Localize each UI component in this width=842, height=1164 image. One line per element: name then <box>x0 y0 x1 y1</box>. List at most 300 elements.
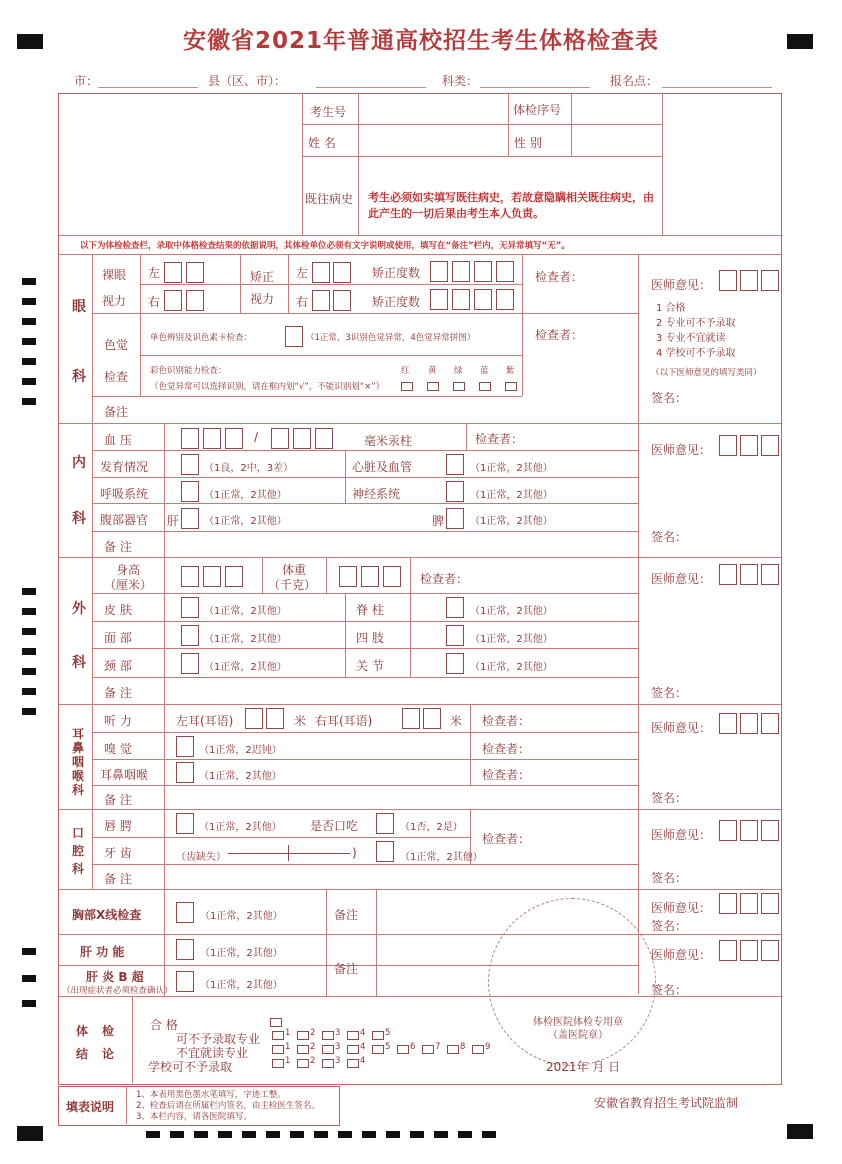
naked-left-box-2[interactable] <box>186 262 204 283</box>
left-ear-box-1[interactable] <box>245 708 263 729</box>
ent-remark-label: 备 注 <box>104 793 132 807</box>
teeth-line-mid <box>288 845 289 861</box>
smell-label: 嗅 觉 <box>104 742 132 756</box>
degree-label-right: 矫正度数 <box>372 295 421 309</box>
internal-remark-field[interactable] <box>166 533 636 555</box>
conclusion-box[interactable] <box>297 1059 309 1068</box>
stutter-opts: （1否，2是） <box>400 822 463 833</box>
ent-opinion-box-1[interactable] <box>719 713 737 734</box>
conclusion-section-1: 体 <box>76 1024 89 1038</box>
nerve-box[interactable] <box>446 481 464 502</box>
naked-label: 裸眼 <box>102 268 127 282</box>
timing-mark-bottom <box>338 1131 352 1138</box>
timing-mark-bottom <box>386 1131 400 1138</box>
ent-section-4: 喉 <box>72 769 85 783</box>
timing-mark <box>22 338 36 345</box>
timing-mark-bottom <box>218 1131 232 1138</box>
conclusion-box-number: 5 <box>385 1042 391 1052</box>
internal-opinion-box-3[interactable] <box>761 435 779 456</box>
timing-mark <box>22 668 36 675</box>
conclusion-box-number: 9 <box>485 1042 491 1052</box>
hearing-label: 听 力 <box>104 714 132 728</box>
lips-label: 唇 腭 <box>104 819 132 833</box>
limbs-label: 四 肢 <box>356 631 384 645</box>
ent-remark-field[interactable] <box>166 787 636 807</box>
conclusion-box[interactable] <box>372 1031 384 1040</box>
bp-sys-box-1[interactable] <box>181 428 199 449</box>
conclusion-date: 2021年 月 日 <box>546 1060 621 1074</box>
hepatitis-opts: （1正常，2其他） <box>200 980 283 991</box>
eye-remark-field[interactable] <box>142 398 520 421</box>
bp-sys-box-3[interactable] <box>225 428 243 449</box>
qualified-box[interactable] <box>270 1018 282 1027</box>
xray-doctor-sign: 签名： <box>651 919 688 933</box>
spine-label: 脊 柱 <box>356 603 384 617</box>
bp-dia-box-3[interactable] <box>315 428 333 449</box>
liver-func-box[interactable] <box>176 939 194 960</box>
conclusion-box[interactable] <box>422 1045 434 1054</box>
color-check-label: 检查 <box>104 370 129 384</box>
category-field[interactable] <box>480 87 590 88</box>
conclusion-box[interactable] <box>322 1045 334 1054</box>
internal-section-1: 内 <box>72 455 86 471</box>
heart-box[interactable] <box>446 454 464 475</box>
footer-org: 安徽省教育招生考试院监制 <box>594 1096 739 1110</box>
footer-note-1: 1、本表用黑色墨水笔填写，字迹工整。 <box>136 1090 286 1100</box>
degree-left-box-3[interactable] <box>474 261 492 282</box>
county-label: 县（区、市）： <box>208 74 287 88</box>
bp-unit: 毫米汞柱 <box>364 434 413 448</box>
face-label: 面 部 <box>104 631 132 645</box>
height-box-1[interactable] <box>181 566 199 587</box>
spleen-opts: （1正常，2其他） <box>470 516 553 527</box>
mouth-remark-label: 备 注 <box>104 872 132 886</box>
corrected-left-box-2[interactable] <box>333 262 351 283</box>
exam-no-field[interactable] <box>360 96 506 123</box>
serial-field[interactable] <box>573 96 661 123</box>
bp-sys-box-2[interactable] <box>203 428 221 449</box>
city-label: 市： <box>74 74 99 88</box>
left-ear-box-2[interactable] <box>266 708 284 729</box>
color-purple-box[interactable] <box>505 382 517 391</box>
color-sense-label: 色觉 <box>104 338 129 352</box>
color-note-2: 彩色识别能力检查： <box>150 366 227 376</box>
liver-box[interactable] <box>181 508 199 529</box>
mouth-doctor-sign: 签名： <box>651 871 688 885</box>
mouth-section-2: 腔 <box>72 844 85 858</box>
corner-mark-bottom-right <box>787 1124 813 1139</box>
history-label: 既往病史 <box>305 192 354 206</box>
internal-remark-label: 备 注 <box>104 540 132 554</box>
exam-no-label: 考生号 <box>310 105 347 119</box>
conclusion-box-number: 3 <box>335 1042 341 1052</box>
timing-mark-bottom <box>290 1131 304 1138</box>
right-ear-label: 右耳(耳语) <box>315 714 373 728</box>
neck-opts: （1正常，2其他） <box>204 662 287 673</box>
height-label: 身高 <box>116 563 141 577</box>
weight-box-2[interactable] <box>361 566 379 587</box>
site-label: 报名点： <box>610 74 659 88</box>
left-ear-unit: 米 <box>294 714 307 728</box>
surgery-remark-field[interactable] <box>166 679 636 702</box>
stamp-text: 体检医院体检专用章（盖医院章） <box>533 1017 623 1041</box>
conclusion-box-number: 2 <box>310 1056 316 1066</box>
footer-note-2: 2、检查后请在所属栏内签名，由主检医生签名。 <box>136 1101 320 1111</box>
eye-opinion-box-2[interactable] <box>740 270 758 291</box>
footer-label: 填表说明 <box>66 1100 115 1114</box>
legend-1: 1 合格 <box>656 303 686 314</box>
nutrition-box[interactable] <box>181 454 199 475</box>
surgery-checker: 检查者： <box>420 572 469 586</box>
gender-field[interactable] <box>573 126 661 155</box>
weight-label: 体重 <box>282 563 307 577</box>
xray-opinion-box-2[interactable] <box>740 893 758 914</box>
legend-4: 4 学校可不予录取 <box>656 348 736 359</box>
conclusion-box-number: 4 <box>360 1056 366 1066</box>
ent-doctor-sign: 签名： <box>651 791 688 805</box>
joints-box[interactable] <box>446 653 464 674</box>
smell-opts: （1正常，2迟钝） <box>199 745 282 756</box>
conclusion-box-number: 1 <box>285 1056 291 1066</box>
mouth-section-1: 口 <box>72 826 85 840</box>
timing-mark <box>22 948 36 955</box>
conclusion-box[interactable] <box>447 1045 459 1054</box>
conclusion-box-number: 3 <box>335 1028 341 1038</box>
timing-mark-bottom <box>242 1131 256 1138</box>
timing-mark <box>22 975 36 982</box>
hepatitis-remark-label: 备注 <box>334 962 359 976</box>
spleen-label: 脾 <box>432 514 445 528</box>
corrected-right-box-2[interactable] <box>333 290 351 311</box>
conclusion-box[interactable] <box>272 1059 284 1068</box>
liver-opinion-box-3[interactable] <box>761 940 779 961</box>
legend-note: （以下医师意见的填写类同） <box>651 368 762 378</box>
teeth-label: 牙 齿 <box>104 846 132 860</box>
conclusion-section-2: 检 <box>102 1024 115 1038</box>
color-blue-box[interactable] <box>479 382 491 391</box>
color-note-1b: （1正常，3识别色觉异常，4色觉异常拼图） <box>306 333 476 343</box>
conclusion-box[interactable] <box>272 1045 284 1054</box>
timing-mark <box>22 318 36 325</box>
eye-doctor-sign: 签名： <box>651 391 688 405</box>
site-field[interactable] <box>662 87 772 88</box>
internal-section-2: 科 <box>72 511 86 527</box>
mouth-doctor-opinion: 医师意见： <box>651 828 712 842</box>
notice-text: 以下为体检检查栏，录取中体格检查结果的依据说明，其体检单位必须有文字说明或使用，填写在“备注”栏内，无异常填写“无”。 <box>80 241 570 251</box>
timing-mark <box>22 1000 36 1007</box>
mouth-opinion-box-1[interactable] <box>719 820 737 841</box>
county-field[interactable] <box>316 87 426 88</box>
internal-opinion-box-1[interactable] <box>719 435 737 456</box>
hepatitis-box[interactable] <box>176 971 194 992</box>
liver-opinion-box-1[interactable] <box>719 940 737 961</box>
corner-mark-bottom-left <box>17 1126 43 1141</box>
conclusion-box-number: 2 <box>310 1028 316 1038</box>
internal-opinion-box-2[interactable] <box>740 435 758 456</box>
conclusion-box[interactable] <box>297 1031 309 1040</box>
qualified-label: 合 格 <box>150 1018 178 1032</box>
surgery-section-2: 科 <box>72 655 86 671</box>
city-field[interactable] <box>98 87 198 88</box>
corrected-left-label: 左 <box>296 266 309 280</box>
liver-opinion-box-2[interactable] <box>740 940 758 961</box>
timing-mark <box>22 608 36 615</box>
xray-opinion-box-1[interactable] <box>719 893 737 914</box>
name-field[interactable] <box>360 126 506 155</box>
ent-section-1: 耳 <box>72 727 85 741</box>
liver-doctor-opinion: 医师意见： <box>651 948 712 962</box>
xray-doctor-opinion: 医师意见： <box>651 901 712 915</box>
timing-mark <box>22 278 36 285</box>
timing-mark-bottom <box>410 1131 424 1138</box>
surgery-opinion-box-1[interactable] <box>719 564 737 585</box>
liver-label: 肝 <box>167 514 180 528</box>
xray-opinion-box-3[interactable] <box>761 893 779 914</box>
height-unit: （厘米） <box>104 578 153 592</box>
teeth-box[interactable] <box>376 841 394 862</box>
nutrition-opts: （1良，2中，3差） <box>204 463 294 474</box>
spine-opts: （1正常，2其他） <box>470 606 553 617</box>
smell-box[interactable] <box>176 736 194 757</box>
limbs-box[interactable] <box>446 625 464 646</box>
timing-mark <box>22 378 36 385</box>
ent-doctor-opinion: 医师意见： <box>651 721 712 735</box>
skin-label: 皮 肤 <box>104 603 132 617</box>
spine-box[interactable] <box>446 597 464 618</box>
ent-section-5: 科 <box>72 783 85 797</box>
surgery-doctor-opinion: 医师意见： <box>651 572 712 586</box>
row3-label: 学校可不予录取 <box>148 1060 233 1074</box>
legend-3: 3 专业不宜就读 <box>656 333 726 344</box>
degree-left-box-4[interactable] <box>496 261 514 282</box>
right-ear-unit: 米 <box>450 714 463 728</box>
color-purple: 紫 <box>506 366 515 376</box>
timing-mark <box>22 588 36 595</box>
skin-box[interactable] <box>181 597 199 618</box>
eye-remark-label: 备注 <box>104 405 129 419</box>
hepatitis-label: 肝 炎 B 超 <box>86 970 144 984</box>
conclusion-box[interactable] <box>322 1031 334 1040</box>
lips-box[interactable] <box>176 813 194 834</box>
hepatitis-note: （出现症状者必须检查确认） <box>62 986 173 996</box>
corrected-label-2: 视力 <box>250 292 275 306</box>
heart-label: 心脏及血管 <box>352 460 413 474</box>
liver-func-opts: （1正常，2其他） <box>200 948 283 959</box>
lips-opts: （1正常，2其他） <box>199 822 282 833</box>
degree-right-box-3[interactable] <box>474 289 492 310</box>
timing-mark <box>22 648 36 655</box>
limbs-opts: （1正常，2其他） <box>470 634 553 645</box>
weight-box-3[interactable] <box>383 566 401 587</box>
row2-label: 不宜就读专业 <box>176 1046 249 1060</box>
nerve-label: 神经系统 <box>352 487 401 501</box>
degree-right-box-4[interactable] <box>496 289 514 310</box>
serial-label: 体检序号 <box>513 103 562 117</box>
color-red-box[interactable] <box>401 382 413 391</box>
mouth-remark-field[interactable] <box>166 866 636 887</box>
degree-right-box-1[interactable] <box>430 289 448 310</box>
naked-right-label: 右 <box>148 295 161 309</box>
nerve-opts: （1正常，2其他） <box>470 490 553 501</box>
bp-dia-box-1[interactable] <box>271 428 289 449</box>
surgery-opinion-box-3[interactable] <box>761 564 779 585</box>
photo-area <box>60 96 300 234</box>
surgery-doctor-sign: 签名： <box>651 686 688 700</box>
timing-mark-bottom <box>458 1131 472 1138</box>
eye-doctor-opinion: 医师意见： <box>651 278 712 292</box>
throat-opts: （1正常，2其他） <box>199 771 282 782</box>
timing-mark-bottom <box>482 1131 496 1138</box>
nutrition-label: 发育情况 <box>100 460 149 474</box>
conclusion-box[interactable] <box>372 1045 384 1054</box>
abdomen-label: 腹部器官 <box>100 513 149 527</box>
row1-label: 可不予录取专业 <box>176 1032 261 1046</box>
internal-doctor-opinion: 医师意见： <box>651 443 712 457</box>
timing-mark-bottom <box>362 1131 376 1138</box>
conclusion-box[interactable] <box>347 1045 359 1054</box>
ent-checker-3: 检查者： <box>482 768 531 782</box>
weight-unit: （千克） <box>268 578 317 592</box>
conclusion-box[interactable] <box>272 1031 284 1040</box>
right-ear-box-1[interactable] <box>402 708 420 729</box>
footer-note-3: 3、本栏内容，请各医院填写。 <box>136 1112 252 1122</box>
eye-opinion-box-1[interactable] <box>719 270 737 291</box>
timing-mark-bottom <box>194 1131 208 1138</box>
teeth-opts: （1正常，2其他） <box>400 852 483 863</box>
color-blue: 蓝 <box>480 366 489 376</box>
joints-label: 关 节 <box>356 659 384 673</box>
resp-label: 呼吸系统 <box>100 487 149 501</box>
naked-right-box-2[interactable] <box>186 290 204 311</box>
ent-opinion-box-3[interactable] <box>761 713 779 734</box>
conclusion-box-number: 4 <box>360 1028 366 1038</box>
surgery-opinion-box-2[interactable] <box>740 564 758 585</box>
ent-section-3: 咽 <box>72 755 85 769</box>
resp-box[interactable] <box>181 481 199 502</box>
degree-left-box-1[interactable] <box>430 261 448 282</box>
color-red: 红 <box>401 366 410 376</box>
internal-checker: 检查者： <box>475 432 524 446</box>
conclusion-box-number: 1 <box>285 1028 291 1038</box>
ent-section-2: 鼻 <box>72 741 85 755</box>
eye-section-1: 眼 <box>72 299 86 315</box>
name-label: 姓 名 <box>308 136 336 150</box>
conclusion-box-number: 2 <box>310 1042 316 1052</box>
liver-doctor-sign: 签名： <box>651 983 688 997</box>
eye-checker-2: 检查者： <box>535 328 584 342</box>
conclusion-box[interactable] <box>297 1045 309 1054</box>
surgery-section-1: 外 <box>72 601 86 617</box>
conclusion-box[interactable] <box>322 1059 334 1068</box>
ent-checker-1: 检查者： <box>482 714 531 728</box>
right-ear-box-2[interactable] <box>423 708 441 729</box>
gender-label: 性 别 <box>514 136 542 150</box>
neck-box[interactable] <box>181 653 199 674</box>
corrected-right-box-1[interactable] <box>312 290 330 311</box>
weight-box-1[interactable] <box>339 566 357 587</box>
conclusion-section-3: 结 <box>76 1047 89 1061</box>
eye-opinion-box-3[interactable] <box>761 270 779 291</box>
liver-func-label: 肝 功 能 <box>80 945 125 959</box>
naked-left-box-1[interactable] <box>164 262 182 283</box>
conclusion-box[interactable] <box>472 1045 484 1054</box>
height-box-3[interactable] <box>225 566 243 587</box>
eye-checker-1: 检查者： <box>535 270 584 284</box>
conclusion-box-number: 4 <box>360 1042 366 1052</box>
conclusion-box[interactable] <box>347 1059 359 1068</box>
conclusion-box-number: 6 <box>410 1042 416 1052</box>
ent-checker-2: 检查者： <box>482 742 531 756</box>
bp-dia-box-2[interactable] <box>293 428 311 449</box>
degree-label-left: 矫正度数 <box>372 266 421 280</box>
color-result-box[interactable] <box>285 326 303 347</box>
history-note: 考生必须如实填写既往病史，若故意隐瞒相关既往病史，由此产生的一切后果由考生本人负责。 <box>368 191 654 220</box>
throat-label: 耳鼻咽喉 <box>100 768 149 782</box>
face-box[interactable] <box>181 625 199 646</box>
color-yellow: 黄 <box>428 366 437 376</box>
degree-left-box-2[interactable] <box>452 261 470 282</box>
conclusion-box-number: 5 <box>385 1028 391 1038</box>
liver-opts: （1正常，2其他） <box>204 516 287 527</box>
xray-remark-label: 备注 <box>334 908 359 922</box>
teeth-line <box>228 853 350 854</box>
eye-section-2: 科 <box>72 369 86 385</box>
timing-mark-bottom <box>266 1131 280 1138</box>
teeth-note: （齿缺失） <box>176 852 226 863</box>
heart-opts: （1正常，2其他） <box>470 463 553 474</box>
ent-opinion-box-2[interactable] <box>740 713 758 734</box>
naked-right-box-1[interactable] <box>164 290 182 311</box>
conclusion-box[interactable] <box>397 1045 409 1054</box>
conclusion-box[interactable] <box>347 1031 359 1040</box>
height-box-2[interactable] <box>203 566 221 587</box>
mouth-section-3: 科 <box>72 862 85 876</box>
stutter-box[interactable] <box>376 813 394 834</box>
skin-opts: （1正常，2其他） <box>204 606 287 617</box>
corrected-right-label: 右 <box>296 295 309 309</box>
xray-box[interactable] <box>176 902 194 923</box>
color-yellow-box[interactable] <box>427 382 439 391</box>
timing-mark <box>22 688 36 695</box>
mouth-opinion-box-3[interactable] <box>761 820 779 841</box>
throat-box[interactable] <box>176 762 194 783</box>
timing-mark-bottom <box>170 1131 184 1138</box>
surgery-remark-label: 备 注 <box>104 686 132 700</box>
conclusion-box-number: 1 <box>285 1042 291 1052</box>
corrected-left-box-1[interactable] <box>312 262 330 283</box>
category-label: 科类： <box>442 74 479 88</box>
timing-mark-bottom <box>146 1131 160 1138</box>
conclusion-box-number: 3 <box>335 1056 341 1066</box>
xray-opts: （1正常，2其他） <box>200 911 283 922</box>
mouth-checker: 检查者： <box>482 832 531 846</box>
neck-label: 颈 部 <box>104 659 132 673</box>
face-opts: （1正常，2其他） <box>204 634 287 645</box>
mouth-opinion-box-2[interactable] <box>740 820 758 841</box>
timing-mark <box>22 358 36 365</box>
legend-2: 2 专业可不予录取 <box>656 318 736 329</box>
timing-mark-bottom <box>314 1131 328 1138</box>
conclusion-box-number: 8 <box>460 1042 466 1052</box>
degree-right-box-2[interactable] <box>452 289 470 310</box>
form-title: 安徽省2021年普通高校招生考生体格检查表 <box>182 28 659 54</box>
joints-opts: （1正常，2其他） <box>470 662 553 673</box>
spleen-box[interactable] <box>446 508 464 529</box>
stutter-label: 是否口吃 <box>310 819 359 833</box>
color-green-box[interactable] <box>453 382 465 391</box>
timing-mark <box>22 298 36 305</box>
bp-label: 血 压 <box>104 433 132 447</box>
